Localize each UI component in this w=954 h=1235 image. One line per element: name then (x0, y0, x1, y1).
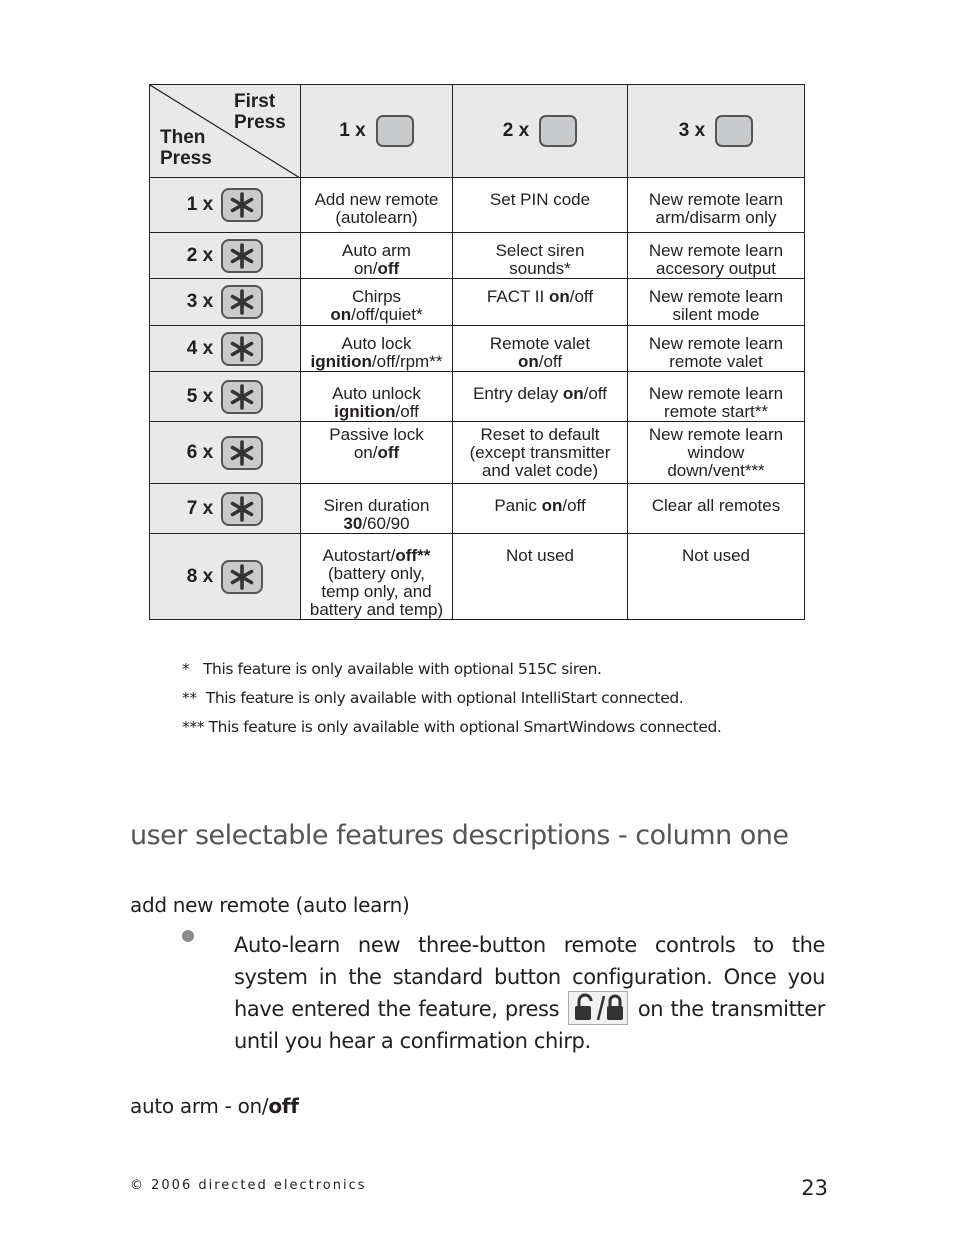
cell-line (628, 260, 804, 278)
cell-content (628, 484, 804, 515)
cell-text: on/ (353, 443, 378, 462)
table-header-row (150, 85, 805, 178)
cell-line (301, 426, 452, 444)
cell-text: remote start** (664, 402, 768, 421)
cell-line (453, 426, 627, 444)
blank-button-icon (539, 115, 577, 147)
row-header-label: 7 x (186, 497, 214, 519)
cell-text: Auto unlock (332, 384, 421, 403)
feature-table (149, 84, 805, 620)
table-cell (301, 326, 453, 372)
table-cell (453, 233, 628, 279)
table-cell (628, 422, 805, 484)
cell-bold-text: off (377, 259, 400, 278)
footnote-mark: ** (182, 689, 197, 707)
table-cell (301, 279, 453, 326)
cell-line (301, 260, 452, 278)
cell-text: on/ (353, 259, 378, 278)
footnote-mark: * (182, 660, 190, 678)
footnote (182, 718, 721, 747)
table-cell (453, 534, 628, 620)
cell-text: Autostart/ (322, 546, 396, 565)
cell-text: down/vent*** (667, 461, 765, 480)
cell-text: Auto lock (341, 334, 412, 353)
row-header (150, 484, 301, 534)
page-number: 23 (801, 1176, 828, 1200)
cell-text: New remote learn (648, 425, 784, 444)
cell-line (301, 601, 452, 619)
corner-cell (150, 85, 301, 178)
row-header (150, 372, 301, 422)
table-cell (301, 233, 453, 279)
cell-bold-text: on (562, 384, 584, 403)
cell-text: silent mode (672, 305, 760, 324)
cell-line (453, 385, 627, 403)
cell-text: Entry delay (473, 384, 563, 403)
table-cell (628, 484, 805, 534)
cell-line (301, 335, 452, 353)
column-header-1 (301, 85, 453, 178)
column-header-label: 1 x (339, 120, 366, 141)
cell-content (453, 422, 627, 480)
table-row (150, 422, 805, 484)
cell-line (301, 583, 452, 601)
row-header-label: 6 x (186, 441, 214, 463)
table-cell (301, 178, 453, 233)
table-row (150, 279, 805, 326)
table-row (150, 178, 805, 233)
cell-text: Not used (505, 546, 575, 565)
cell-line (628, 191, 804, 209)
lock-unlock-icon (568, 991, 628, 1025)
cell-text-after: /off (569, 287, 594, 306)
cell-bold-text: ignition (310, 352, 372, 371)
cell-content (301, 178, 452, 227)
asterisk-button-icon (221, 239, 263, 273)
cell-line (453, 191, 627, 209)
row-header-content (150, 233, 300, 278)
table-cell (301, 484, 453, 534)
cell-line (301, 306, 452, 324)
row-header (150, 534, 301, 620)
cell-text: New remote learn (648, 334, 784, 353)
cell-line (628, 306, 804, 324)
cell-line (301, 565, 452, 583)
cell-text: arm/disarm only (655, 208, 777, 227)
row-header-label: 5 x (186, 385, 214, 407)
asterisk-button-icon (221, 188, 263, 222)
asterisk-button-icon (221, 492, 263, 526)
cell-text-after: /off (538, 352, 563, 371)
corner-content (150, 85, 300, 177)
table-row (150, 534, 805, 620)
cell-content (453, 326, 627, 371)
cell-content (453, 484, 627, 515)
section-title: user selectable features descriptions - column one (130, 820, 789, 851)
cell-line (628, 288, 804, 306)
cell-line (301, 191, 452, 209)
cell-text: Not used (681, 546, 751, 565)
cell-text: and valet code) (481, 461, 599, 480)
table-cell (628, 326, 805, 372)
cell-content (628, 279, 804, 324)
table-cell (301, 372, 453, 422)
cell-line (628, 426, 804, 444)
row-header-label: 4 x (186, 337, 214, 359)
footer-copyright: © 2006 directed electronics (130, 1178, 367, 1193)
cell-text: Panic (494, 496, 542, 515)
cell-content (628, 372, 804, 421)
paragraph-text-after: on the transmitter until you hear a confirmation chirp. (234, 997, 825, 1053)
corner-then-press: Then Press (160, 127, 212, 169)
corner-first-press: First Press (234, 91, 286, 133)
row-header-content (150, 484, 300, 533)
bullet-paragraph (234, 929, 825, 1057)
cell-text-after: /off (583, 384, 607, 403)
cell-text: battery and temp) (309, 600, 444, 619)
table-cell (628, 178, 805, 233)
cell-line (301, 288, 452, 306)
column-header-label: 3 x (678, 120, 706, 141)
column-header-content (301, 85, 452, 177)
cell-bold-text: 30 (343, 514, 363, 533)
cell-line (301, 444, 452, 462)
footnote-text: This feature is only available with optional IntelliStart connected. (205, 689, 684, 707)
asterisk-button-icon (221, 436, 263, 470)
subhead-auto-arm-text: auto arm - on/ (130, 1094, 269, 1118)
cell-content (628, 534, 804, 565)
table-cell (628, 534, 805, 620)
row-header-content (150, 326, 300, 371)
cell-line (628, 209, 804, 227)
cell-text-after: /off/quiet* (351, 305, 423, 324)
cell-line (453, 444, 627, 462)
column-header-content (628, 85, 804, 177)
cell-line (628, 242, 804, 260)
bullet-dot (182, 930, 194, 942)
cell-content (453, 233, 627, 278)
cell-text: Clear all remotes (651, 496, 781, 515)
cell-text: Passive lock (329, 425, 424, 444)
cell-line (453, 497, 627, 515)
table-cell (453, 178, 628, 233)
row-header-label: 8 x (186, 565, 214, 587)
cell-line (453, 547, 627, 565)
row-header-content (150, 178, 300, 232)
cell-content (453, 534, 627, 565)
column-header-label: 2 x (502, 120, 530, 141)
footnote (182, 689, 721, 718)
cell-text: accesory output (655, 259, 776, 278)
cell-line (628, 462, 804, 480)
cell-text: temp only, and (321, 582, 432, 601)
blank-button-icon (715, 115, 753, 147)
cell-content (301, 484, 452, 533)
row-header-label: 2 x (186, 244, 214, 266)
table-cell (628, 233, 805, 279)
cell-content (453, 372, 627, 403)
cell-content (628, 233, 804, 278)
cell-content (628, 326, 804, 371)
cell-text: New remote learn (648, 241, 784, 260)
cell-line (628, 444, 804, 462)
cell-bold-text: on (330, 305, 352, 324)
cell-text: window (687, 443, 745, 462)
row-header (150, 279, 301, 326)
cell-line (628, 547, 804, 565)
cell-bold-text: off (377, 443, 400, 462)
cell-content (301, 279, 452, 324)
cell-content (628, 422, 804, 480)
table-cell (453, 422, 628, 484)
cell-line (453, 288, 627, 306)
cell-line (628, 497, 804, 515)
cell-line (301, 385, 452, 403)
cell-content (301, 233, 452, 278)
cell-text: remote valet (669, 352, 763, 371)
cell-text: (battery only, (327, 564, 425, 583)
blank-button-icon (376, 115, 414, 147)
row-header (150, 178, 301, 233)
cell-text: Siren duration (323, 496, 430, 515)
cell-bold-text: off** (395, 546, 431, 565)
cell-line (453, 462, 627, 480)
column-header-content (453, 85, 627, 177)
footnote-text: This feature is only available with optional SmartWindows connected. (208, 718, 722, 736)
cell-text: Reset to default (480, 425, 600, 444)
table-cell (301, 534, 453, 620)
cell-line (301, 209, 452, 227)
table-cell (453, 372, 628, 422)
asterisk-button-icon (221, 560, 263, 594)
column-header-3 (628, 85, 805, 178)
cell-bold-text: ignition (334, 402, 396, 421)
cell-line (301, 497, 452, 515)
row-header-content (150, 534, 300, 619)
row-header (150, 326, 301, 372)
cell-text: New remote learn (648, 384, 784, 403)
subhead-auto-arm (130, 1094, 299, 1118)
row-header-label: 3 x (186, 291, 214, 312)
cell-text: New remote learn (648, 190, 784, 209)
cell-text: FACT II (486, 287, 549, 306)
cell-bold-text: on (541, 496, 563, 515)
table-cell (453, 484, 628, 534)
cell-text: (except transmitter (469, 443, 611, 462)
cell-text: Add new remote (314, 190, 439, 209)
cell-content (301, 422, 452, 462)
cell-content (301, 534, 452, 619)
asterisk-button-icon (221, 380, 263, 414)
subhead-add-new-remote: add new remote (auto learn) (130, 893, 410, 917)
cell-text-after: /off (562, 496, 586, 515)
footnote (182, 660, 721, 689)
cell-line (628, 335, 804, 353)
cell-line (628, 385, 804, 403)
cell-content (301, 372, 452, 421)
cell-line (301, 515, 452, 533)
table-cell (628, 372, 805, 422)
cell-line (301, 353, 452, 371)
subhead-auto-arm-bold: off (268, 1094, 299, 1118)
row-header (150, 233, 301, 279)
row-header-content (150, 372, 300, 421)
table-row (150, 372, 805, 422)
cell-text: Remote valet (489, 334, 591, 353)
row-header-content (150, 422, 300, 483)
cell-line (628, 353, 804, 371)
table-cell (453, 326, 628, 372)
footnote-text: This feature is only available with optional 515C siren. (202, 660, 602, 678)
cell-line (301, 547, 452, 565)
cell-bold-text: on (517, 352, 539, 371)
cell-line (301, 403, 452, 421)
cell-line (453, 260, 627, 278)
cell-text-after: /60/90 (362, 514, 410, 533)
cell-text: Set PIN code (489, 190, 591, 209)
cell-text: Auto arm (342, 241, 411, 260)
cell-content (453, 279, 627, 306)
footnotes (182, 660, 721, 747)
cell-line (453, 353, 627, 371)
row-header-content (150, 279, 300, 325)
table-row (150, 484, 805, 534)
paragraph-text-before: Auto-learn new three-button remote controls to the system in the standard button configuration. Once you have entered the feature, press (234, 933, 825, 1021)
cell-line (301, 242, 452, 260)
cell-line (453, 335, 627, 353)
table-row (150, 326, 805, 372)
cell-text: sounds* (509, 259, 571, 278)
cell-text-after: /off/rpm** (371, 352, 443, 371)
asterisk-button-icon (221, 285, 263, 319)
cell-content (628, 178, 804, 227)
cell-content (301, 326, 452, 371)
row-header-label: 1 x (186, 194, 214, 215)
footnote-mark: *** (182, 718, 205, 736)
row-header (150, 422, 301, 484)
cell-content (453, 178, 627, 209)
cell-text: Chirps (351, 287, 402, 306)
table-cell (628, 279, 805, 326)
cell-line (628, 403, 804, 421)
cell-text: (autolearn) (335, 208, 418, 227)
table-cell (301, 422, 453, 484)
column-header-2 (453, 85, 628, 178)
asterisk-button-icon (221, 332, 263, 366)
cell-text: New remote learn (648, 287, 784, 306)
cell-bold-text: on (548, 287, 570, 306)
table-row (150, 233, 805, 279)
cell-line (453, 242, 627, 260)
cell-text: Select siren (495, 241, 585, 260)
table-cell (453, 279, 628, 326)
cell-text-after: /off (395, 402, 419, 421)
